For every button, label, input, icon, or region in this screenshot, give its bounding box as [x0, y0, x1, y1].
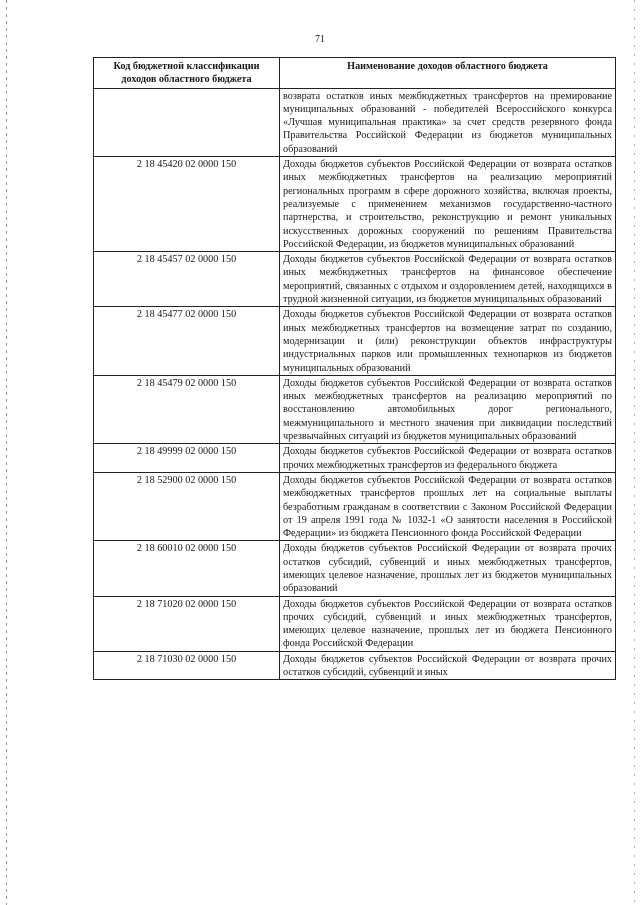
row-code: 2 18 45479 02 0000 150: [94, 375, 280, 443]
row-name: Доходы бюджетов субъектов Российской Федерации от возврата остатков иных межбюджетных трансфертов на реализацию мероприятий региональных программ в сфере дорожного хозяйства, включая проекты, реализуемые с применением механизмов государственно-частного партнерства, и строительство, реконструкцию и ремонт уникальных искусственных дорожных сооружений по решениям Правительства Российской Федерации, из бюджетов муниципальных образований: [280, 157, 616, 252]
table-body: [94, 88, 616, 680]
budget-classification-table: [93, 57, 616, 680]
table-row: [94, 541, 616, 596]
row-name: Доходы бюджетов субъектов Российской Федерации от возврата остатков иных межбюджетных трансфертов на реализацию мероприятий по восстановлению автомобильных дорог регионального, межмуниципального и местного значения при ликвидации последствий чрезвычайных ситуаций из бюджетов муниципальных образований: [280, 375, 616, 443]
table-row: [94, 88, 616, 156]
row-code: 2 18 60010 02 0000 150: [94, 541, 280, 596]
table-row: [94, 596, 616, 651]
table-row: [94, 651, 616, 680]
table-row: [94, 375, 616, 443]
row-code: 2 18 45420 02 0000 150: [94, 157, 280, 252]
table-row: [94, 252, 616, 307]
row-code: 2 18 71030 02 0000 150: [94, 651, 280, 680]
row-code: 2 18 71020 02 0000 150: [94, 596, 280, 651]
table-row: [94, 157, 616, 252]
scan-edge-right: [634, 0, 635, 905]
table-row: [94, 307, 616, 375]
scan-edge-left: [6, 0, 7, 905]
row-code: 2 18 45477 02 0000 150: [94, 307, 280, 375]
header-name: Наименование доходов областного бюджета: [280, 58, 616, 89]
row-name: Доходы бюджетов субъектов Российской Федерации от возврата остатков прочих межбюджетных трансфертов из федерального бюджета: [280, 444, 616, 473]
table-row: [94, 444, 616, 473]
row-name: Доходы бюджетов субъектов Российской Федерации от возврата остатков межбюджетных трансфертов прошлых лет на социальные выплаты безработным гражданам в соответствии с Законом Российской Федерации от 19 апреля 1991 года № 1032-1 «О занятости населения в Российской Федерации» из бюджета Пенсионного фонда Российской Федерации: [280, 472, 616, 540]
row-name: Доходы бюджетов субъектов Российской Федерации от возврата остатков иных межбюджетных трансфертов на финансовое обеспечение мероприятий, связанных с отдыхом и оздоровлением детей, находящихся в трудной жизненной ситуации, из бюджетов муниципальных образований: [280, 252, 616, 307]
header-code: Код бюджетной классификации доходов областного бюджета: [94, 58, 280, 89]
table-row: [94, 472, 616, 540]
page-number: 71: [315, 34, 325, 45]
row-name: Доходы бюджетов субъектов Российской Федерации от возврата прочих остатков субсидий, субвенций и иных межбюджетных трансфертов, имеющих целевое назначение, прошлых лет из бюджетов муниципальных образований: [280, 541, 616, 596]
row-name: Доходы бюджетов субъектов Российской Федерации от возврата остатков иных межбюджетных трансфертов на возмещение затрат по созданию, модернизации и (или) реконструкции объектов инфраструктуры индустриальных парков или промышленных технопарков из бюджетов муниципальных образований: [280, 307, 616, 375]
header-row: [94, 58, 616, 89]
row-code: [94, 88, 280, 156]
row-name: возврата остатков иных межбюджетных трансфертов на премирование муниципальных образований - победителей Всероссийского конкурса «Лучшая муниципальная практика» за счет средств резервного фонда Правительства Российской Федерации из бюджетов муниципальных образований: [280, 88, 616, 156]
table-header: [94, 58, 616, 89]
row-code: 2 18 52900 02 0000 150: [94, 472, 280, 540]
row-code: 2 18 49999 02 0000 150: [94, 444, 280, 473]
row-name: Доходы бюджетов субъектов Российской Федерации от возврата остатков прочих субсидий, субвенций и иных межбюджетных трансфертов, имеющих целевое назначение, прошлых лет из бюджета Пенсионного фонда Российской Федерации: [280, 596, 616, 651]
row-code: 2 18 45457 02 0000 150: [94, 252, 280, 307]
row-name: Доходы бюджетов субъектов Российской Федерации от возврата прочих остатков субсидий, субвенций и иных: [280, 651, 616, 680]
